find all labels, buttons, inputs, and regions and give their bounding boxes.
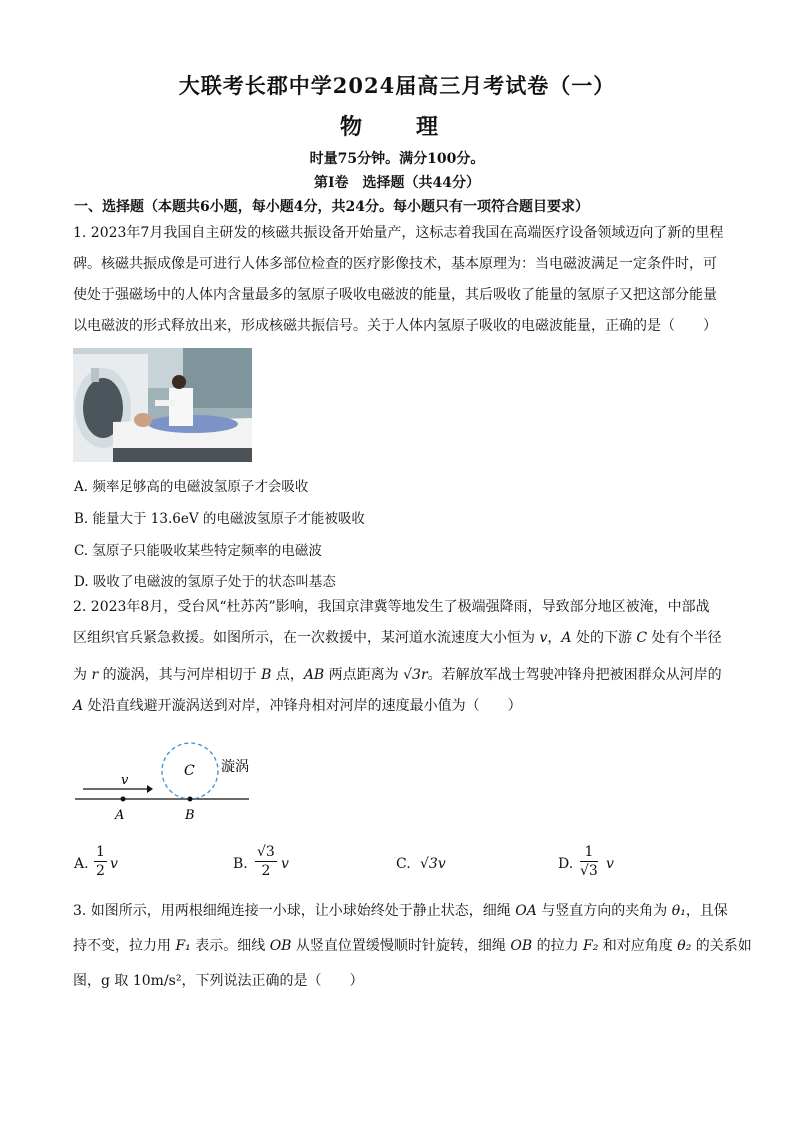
numerator: 1 xyxy=(580,843,598,862)
q3-line-3: 图，g 取 10m/s²，下列说法正确的是（ ） xyxy=(73,973,364,989)
numerator: 1 xyxy=(96,844,105,860)
q2-line-3 xyxy=(73,660,721,691)
question-2 xyxy=(73,592,721,722)
q2-text: 处沿直线避开漩涡送到对岸，冲锋舟相对河岸的速度最小值为（ ） xyxy=(83,698,522,714)
part-heading: 第Ⅰ卷 选择题（共44分） xyxy=(313,175,481,191)
q3-var-ob: OB xyxy=(510,938,533,954)
q1-option-a: A. 频率足够高的电磁波氢原子才会吸收 xyxy=(74,479,309,495)
q3-line-2 xyxy=(73,928,752,964)
river-vortex-diagram xyxy=(73,735,263,825)
velocity-label: v xyxy=(121,773,129,788)
time-info: 时量75分钟。满分100分。 xyxy=(309,151,485,167)
q3-var-oa: OA xyxy=(515,903,537,919)
mri-scanner-image xyxy=(73,348,252,462)
option-letter: D. xyxy=(558,856,574,872)
q2-distance-expr: √3r xyxy=(403,667,428,683)
q3-text: 与竖直方向的夹角为 xyxy=(536,903,672,919)
q2-text: 。若解放军战士驾驶冲锋舟把被困群众从河岸的 xyxy=(427,667,722,683)
q1-line-2: 碑。核磁共振成像是可进行人体多部位检查的医疗影像技术，基本原理为：当电磁波满足一定条件时，可 xyxy=(73,256,717,272)
fraction xyxy=(255,843,277,880)
question-1 xyxy=(73,218,724,342)
q2-var-a: A xyxy=(561,630,572,646)
q1-option-b: B. 能量大于 13.6eV 的电磁波氢原子才能被吸收 xyxy=(74,511,365,527)
exam-title: 大联考长郡中学2024届高三月考试卷（一） xyxy=(178,73,616,98)
point-a-dot xyxy=(121,797,126,802)
fraction xyxy=(580,843,598,880)
q1-line-1: 1. 2023年7月我国自主研发的核磁共振设备开始量产，这标志着我国在高端医疗设备领域迈向了新的里程 xyxy=(73,225,724,241)
q3-text: 表示。细线 xyxy=(190,938,270,954)
q1-line-3: 使处于强磁场中的人体内含量最多的氢原子吸收电磁波的能量，其后吸收了能量的氢原子又把这部分能量 xyxy=(73,287,717,303)
q2-text: 处有个半径 xyxy=(647,630,722,646)
q3-text: 持不变，拉力用 xyxy=(73,938,176,954)
option-value: √3v xyxy=(420,856,446,872)
q2-text: ， xyxy=(547,630,562,646)
denominator: 2 xyxy=(96,863,105,879)
denominator: √3 xyxy=(580,863,598,879)
subject-text: 物 理 xyxy=(339,114,454,140)
q3-text: ，且保 xyxy=(685,903,728,919)
q2-var-v: v xyxy=(539,630,548,646)
q2-text: 为 xyxy=(73,667,92,683)
vortex-label: 漩涡 xyxy=(221,759,249,775)
q2-line-4 xyxy=(73,691,721,722)
q3-var-theta1: θ₁ xyxy=(671,903,686,919)
option-var: v xyxy=(110,856,118,872)
numerator: √3 xyxy=(257,844,275,860)
point-a-label: A xyxy=(115,808,125,823)
denominator: 2 xyxy=(261,863,271,879)
q3-var-f2: F₂ xyxy=(583,938,599,954)
subject-title xyxy=(0,110,794,141)
q2-var-a: A xyxy=(73,698,84,714)
option-var: v xyxy=(281,856,289,872)
q1-option-d: D. 吸收了电磁波的氢原子处于的状态叫基态 xyxy=(74,574,336,590)
q2-text: 区组织官兵紧急救援。如图所示，在一次救援中，某河道水流速度大小恒为 xyxy=(73,630,540,646)
question-3 xyxy=(73,895,752,998)
q1-option-c: C. 氢原子只能吸收某些特定频率的电磁波 xyxy=(74,543,322,559)
point-b-label: B xyxy=(185,808,195,823)
q3-text: 的关系如 xyxy=(691,938,752,954)
option-letter: A. xyxy=(74,856,89,872)
q1-line-4: 以电磁波的形式释放出来，形成核磁共振信号。关于人体内氢原子吸收的电磁波能量，正确的是（ ） xyxy=(73,318,717,334)
option-letter: C. xyxy=(396,856,411,872)
q2-text: 两点距离为 xyxy=(324,667,404,683)
section-heading: 一、选择题（本题共6小题，每小题4分，共24分。每小题只有一项符合题目要求） xyxy=(74,199,589,215)
river-diagram-svg xyxy=(73,735,263,825)
q3-text: 从竖直位置缓慢顺时针旋转，细绳 xyxy=(291,938,511,954)
q3-text: 和对应角度 xyxy=(598,938,678,954)
q2-line-1: 2. 2023年8月，受台风“杜苏芮”影响，我国京津冀等地发生了极端强降雨，导致部分地区被淹，中部战 xyxy=(73,599,710,615)
q3-text: 3. 如图所示，用两根细绳连接一小球，让小球始终处于静止状态，细绳 xyxy=(73,903,516,919)
q3-text: 的拉力 xyxy=(532,938,584,954)
mri-photo xyxy=(73,348,252,462)
q2-text: 处的下游 xyxy=(571,630,637,646)
q2-text: 点， xyxy=(271,667,304,683)
q3-var-ob: OB xyxy=(269,938,292,954)
point-b-dot xyxy=(188,797,193,802)
q2-var-b: B xyxy=(261,667,272,683)
q2-text: 的漩涡，其与河岸相切于 xyxy=(98,667,262,683)
q2-line-2 xyxy=(73,623,721,654)
q2-var-c: C xyxy=(636,630,648,646)
option-letter: B. xyxy=(233,856,248,872)
center-c-label: C xyxy=(184,763,195,779)
q3-line-1 xyxy=(73,895,728,928)
q2-var-r: r xyxy=(91,667,99,683)
fraction xyxy=(94,843,107,880)
option-var: v xyxy=(606,856,614,872)
q3-var-theta2: θ₂ xyxy=(677,938,692,954)
q3-var-f1: F₁ xyxy=(175,938,191,954)
flow-arrow-head xyxy=(147,785,153,793)
q2-var-ab: AB xyxy=(303,667,325,683)
